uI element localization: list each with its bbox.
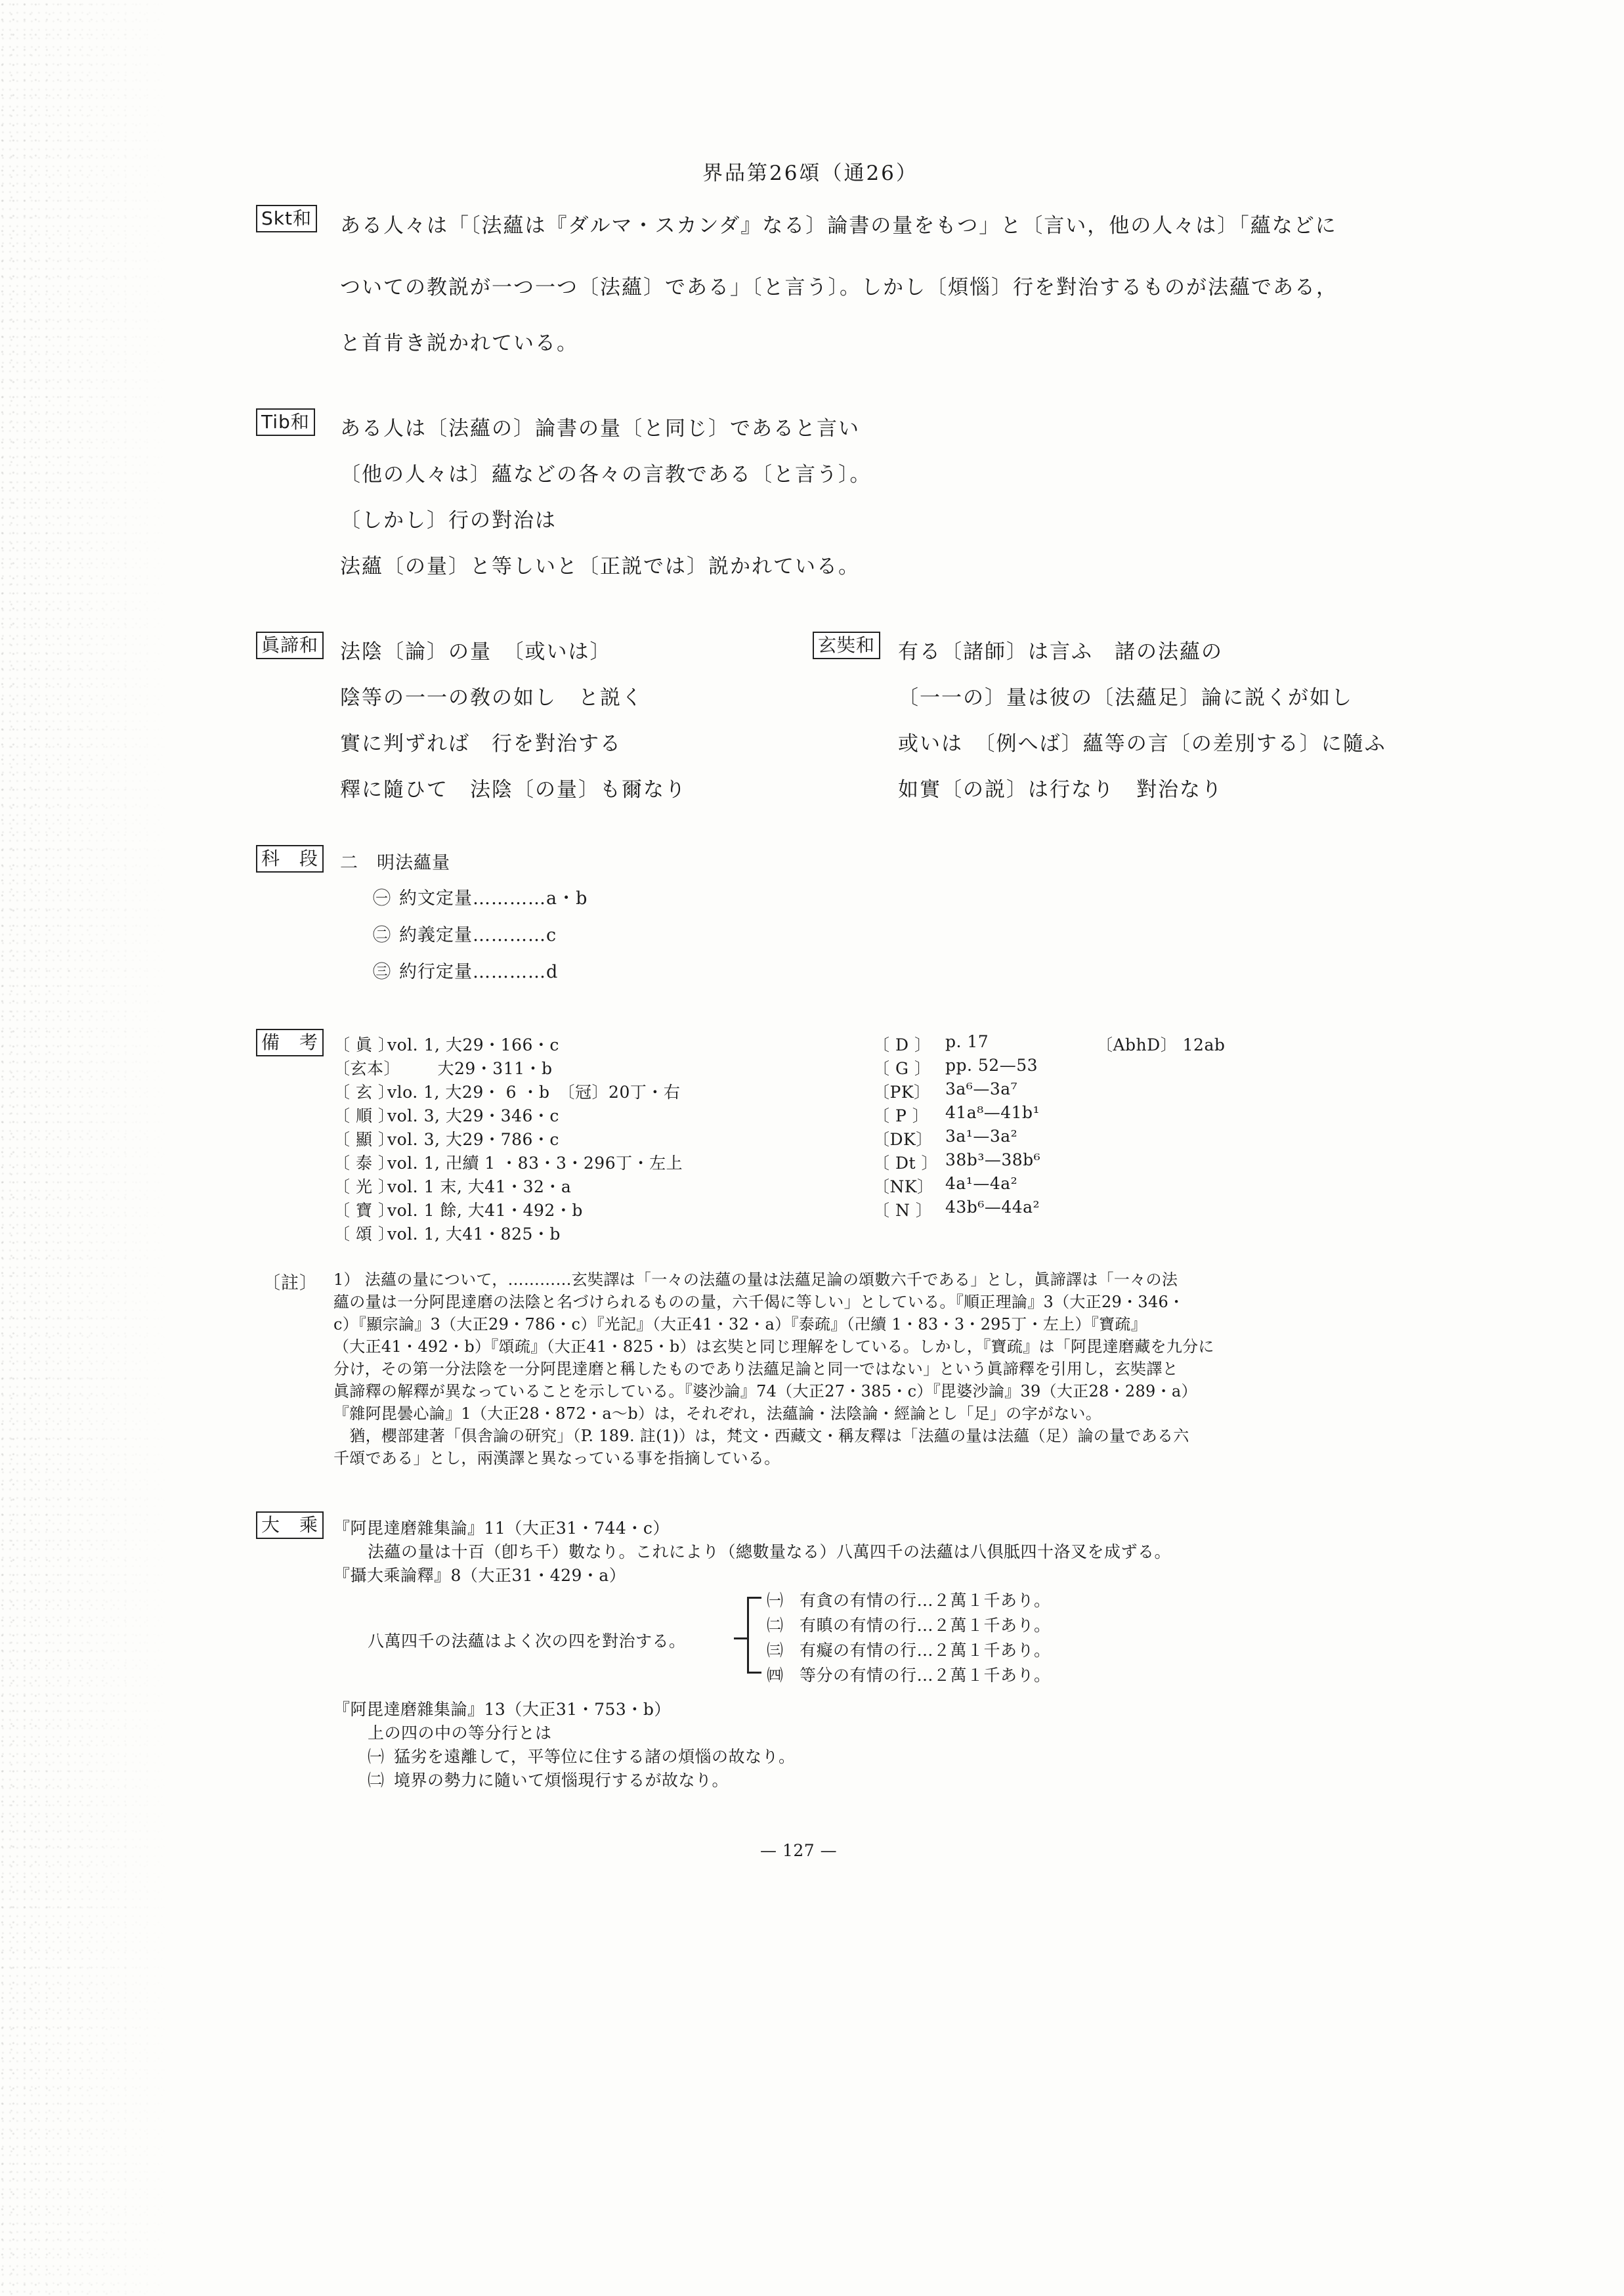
genjo-line-3: 或いは 〔例へば〕蘊等の言〔の差別する〕に隨ふ — [898, 732, 1386, 756]
biko-right-val-4: 41a⁸—41b¹ — [945, 1103, 1040, 1122]
chu-line-9: 千頌である」とし，兩漢譯と異なっている事を指摘している。 — [333, 1449, 780, 1467]
biko-left-key-5: 〔 顯 〕 — [333, 1130, 395, 1149]
kadan-item-2: 約義定量…………c — [399, 925, 557, 945]
biko-left-key-4: 〔 順 〕 — [333, 1106, 395, 1125]
kadan-head: 二 明法蘊量 — [340, 853, 450, 873]
kadan-mark-2: ㊁ — [373, 925, 391, 945]
taijo-source-3: 『阿毘達磨雜集論』13（大正31・753・b） — [333, 1700, 671, 1719]
biko-left-key-8: 〔 寶 〕 — [333, 1201, 395, 1220]
chu-line-5: 分け，その第一分法陰を一分阿毘達磨と稱したものであり法蘊足論と同一ではない」という眞諦釋を引用し，玄奘譯と — [333, 1360, 1178, 1378]
page-number: — 127 — — [760, 1841, 838, 1860]
biko-right-val-3: 3a⁶—3a⁷ — [945, 1079, 1018, 1098]
taijo-source-3-item-2: 境界の勢力に隨いて煩惱現行するが故なり。 — [394, 1771, 729, 1790]
taijo-branch-4: 等分の有情の行…２萬１千あり。 — [800, 1666, 1051, 1685]
genjo-tag: 玄奘和 — [813, 632, 880, 659]
chu-line-8: 猶，櫻部建著「倶舎論の研究」（P. 189. 註(1)）は，梵文・西藏文・稱友釋は「法蘊の量は法蘊（足）論の量である六 — [333, 1427, 1189, 1445]
kadan-tag: 科 段 — [256, 845, 324, 873]
biko-tag: 備 考 — [256, 1029, 324, 1056]
skt-tag: Skt和 — [256, 205, 317, 232]
biko-right-key-8: 〔 N 〕 — [873, 1201, 933, 1220]
shintai-line-2: 陰等の一一の敎の如し と説く — [340, 686, 643, 710]
chu-line-3: c）『顯宗論』3（大正29・786・c）『光記』（大正41・32・a）『泰疏』（卍續 1・83・3・295丁・左上）『寶疏』 — [333, 1315, 1147, 1333]
chu-tag: 〔註〕 — [263, 1273, 318, 1293]
genjo-line-4: 如實〔の説〕は行なり 對治なり — [898, 778, 1223, 802]
biko-left-val-8: vol. 1 餘, 大41・492・b — [387, 1201, 583, 1220]
kadan-mark-3: ㊂ — [373, 962, 391, 982]
biko-abhd: 〔AbhD〕 12ab — [1096, 1035, 1226, 1054]
chu-line-1: 1） 法蘊の量について，…………玄奘譯は「一々の法蘊の量は法蘊足論の頌數六千である」とし，眞諦譯は「一々の法 — [333, 1270, 1178, 1289]
taijo-source-3-lead: 上の四の中の等分行とは — [368, 1723, 552, 1743]
biko-left-val-9: vol. 1, 大41・825・b — [387, 1224, 561, 1244]
skt-line-1: ある人々は「〔法蘊は『ダルマ・スカンダ』なる〕論書の量をもつ」と〔言い，他の人々は〕「蘊などに — [340, 214, 1337, 238]
tib-line-3: 〔しかし〕行の對治は — [340, 509, 557, 532]
tib-tag: Tib和 — [256, 408, 315, 436]
shintai-tag: 眞諦和 — [256, 632, 324, 659]
taijo-source-1: 『阿毘達磨雜集論』11（大正31・744・c） — [333, 1519, 670, 1538]
scan-edge-noise — [0, 0, 171, 2296]
taijo-source-2: 『攝大乘論釋』8（大正31・429・a） — [333, 1566, 626, 1585]
chu-line-2: 蘊の量は一分阿毘達磨の法陰と名づけられるものの量，六千偈に等しい」としている。『順正理論』3（大正29・346・ — [333, 1293, 1185, 1311]
kadan-mark-1: ㊀ — [373, 888, 391, 909]
tib-line-2: 〔他の人々は〕蘊などの各々の言教である〔と言う〕。 — [340, 463, 872, 487]
tib-line-4: 法蘊〔の量〕と等しいと〔正説では〕説かれている。 — [340, 555, 860, 578]
taijo-bracket-tick-1 — [747, 1597, 761, 1599]
taijo-branch-mark-4: ㈣ — [767, 1666, 784, 1685]
biko-right-val-1: p. 17 — [945, 1032, 989, 1051]
shintai-line-1: 法陰〔論〕の量 〔或いは〕 — [340, 640, 612, 664]
biko-right-key-5: 〔DK〕 — [873, 1130, 933, 1149]
taijo-source-3-item-1: 猛劣を遠離して，平等位に住する諸の煩惱の故なり。 — [394, 1747, 796, 1766]
taijo-source-1-text: 法蘊の量は十百（卽ち千）數なり。これにより（總數量なる）八萬四千の法蘊は八倶胝四十洛叉を成ずる。 — [368, 1542, 1172, 1561]
biko-right-key-7: 〔NK〕 — [873, 1177, 934, 1196]
taijo-bracket-stem — [734, 1637, 748, 1639]
biko-right-val-7: 4a¹—4a² — [945, 1174, 1018, 1193]
chu-line-7: 『雜阿毘曇心論』1（大正28・872・a～b）は，それぞれ，法蘊論・法陰論・經論とし「足」の字がない。 — [333, 1404, 1102, 1423]
biko-right-key-1: 〔 D 〕 — [873, 1035, 931, 1054]
biko-left-val-6: vol. 1, 卍續 1 ・83・3・296丁・左上 — [387, 1154, 683, 1173]
kadan-item-1: 約文定量…………a・b — [399, 888, 588, 909]
biko-left-val-7: vol. 1 末, 大41・32・a — [387, 1177, 572, 1196]
taijo-branch-mark-1: ㈠ — [767, 1591, 784, 1610]
taijo-tag: 大 乘 — [256, 1511, 324, 1539]
page-title: 界品第26頌（通26） — [702, 162, 918, 185]
biko-left-val-1: vol. 1, 大29・166・c — [387, 1035, 559, 1054]
biko-left-key-1: 〔 眞 〕 — [333, 1035, 395, 1054]
biko-left-val-3: vlo. 1, 大29・ 6 ・b 〔冠〕20丁・右 — [387, 1083, 681, 1102]
biko-left-val-2: 大29・311・b — [387, 1059, 553, 1078]
biko-left-key-2: 〔玄本〕 — [333, 1059, 401, 1078]
biko-right-val-6: 38b³—38b⁶ — [945, 1150, 1041, 1169]
biko-right-key-3: 〔PK〕 — [873, 1083, 931, 1102]
taijo-branch-1: 有貪の有情の行…２萬１千あり。 — [800, 1591, 1051, 1610]
biko-left-key-6: 〔 泰 〕 — [333, 1154, 395, 1173]
biko-right-val-2: pp. 52—53 — [945, 1056, 1038, 1075]
biko-left-key-9: 〔 頌 〕 — [333, 1224, 395, 1244]
genjo-line-1: 有る〔諸師〕は言ふ 諸の法蘊の — [898, 640, 1223, 664]
biko-right-val-8: 43b⁶—44a² — [945, 1198, 1040, 1217]
biko-right-val-5: 3a¹—3a² — [945, 1127, 1018, 1146]
taijo-branch-3: 有癡の有情の行…２萬１千あり。 — [800, 1641, 1051, 1660]
biko-left-key-3: 〔 玄 〕 — [333, 1083, 395, 1102]
tib-line-1: ある人は〔法蘊の〕論書の量〔と同じ〕であると言い — [340, 417, 860, 441]
biko-right-key-2: 〔 G 〕 — [873, 1059, 931, 1078]
chu-line-6: 眞諦釋の解釋が異なっていることを示している。『婆沙論』74（大正27・385・c）『毘婆沙論』39（大正28・289・a） — [333, 1382, 1197, 1400]
biko-right-key-4: 〔 P 〕 — [873, 1106, 930, 1125]
taijo-branch-2: 有瞋の有情の行…２萬１千あり。 — [800, 1616, 1051, 1635]
shintai-line-4: 釋に隨ひて 法陰〔の量〕も爾なり — [340, 778, 687, 802]
biko-right-key-6: 〔 Dt 〕 — [873, 1154, 938, 1173]
taijo-source-3-mark-2: ㈡ — [368, 1771, 385, 1790]
taijo-bracket — [747, 1597, 749, 1673]
kadan-item-3: 約行定量…………d — [399, 962, 559, 982]
taijo-lead: 八萬四千の法蘊はよく次の四を對治する。 — [368, 1632, 686, 1651]
skt-line-2: ついての教説が一つ一つ〔法蘊〕である」〔と言う〕。しかし〔煩惱〕行を對治するものが法蘊である， — [340, 276, 1338, 299]
biko-left-val-4: vol. 3, 大29・346・c — [387, 1106, 559, 1125]
chu-line-4: （大正41・492・b）『頌疏』（大正41・825・b）は玄奘と同じ理解をしている。しかし，『寶疏』は「阿毘達磨藏を九分に — [333, 1337, 1214, 1356]
skt-line-3: と首肯き説かれている。 — [340, 332, 578, 355]
taijo-bracket-tick-4 — [747, 1672, 761, 1674]
taijo-branch-mark-3: ㈢ — [767, 1641, 784, 1660]
genjo-line-2: 〔一一の〕量は彼の〔法蘊足〕論に説くが如し — [898, 686, 1353, 710]
taijo-branch-mark-2: ㈡ — [767, 1616, 784, 1635]
biko-left-val-5: vol. 3, 大29・786・c — [387, 1130, 559, 1149]
taijo-source-3-mark-1: ㈠ — [368, 1747, 385, 1766]
biko-left-key-7: 〔 光 〕 — [333, 1177, 395, 1196]
shintai-line-3: 實に判ずれば 行を對治する — [340, 732, 622, 756]
